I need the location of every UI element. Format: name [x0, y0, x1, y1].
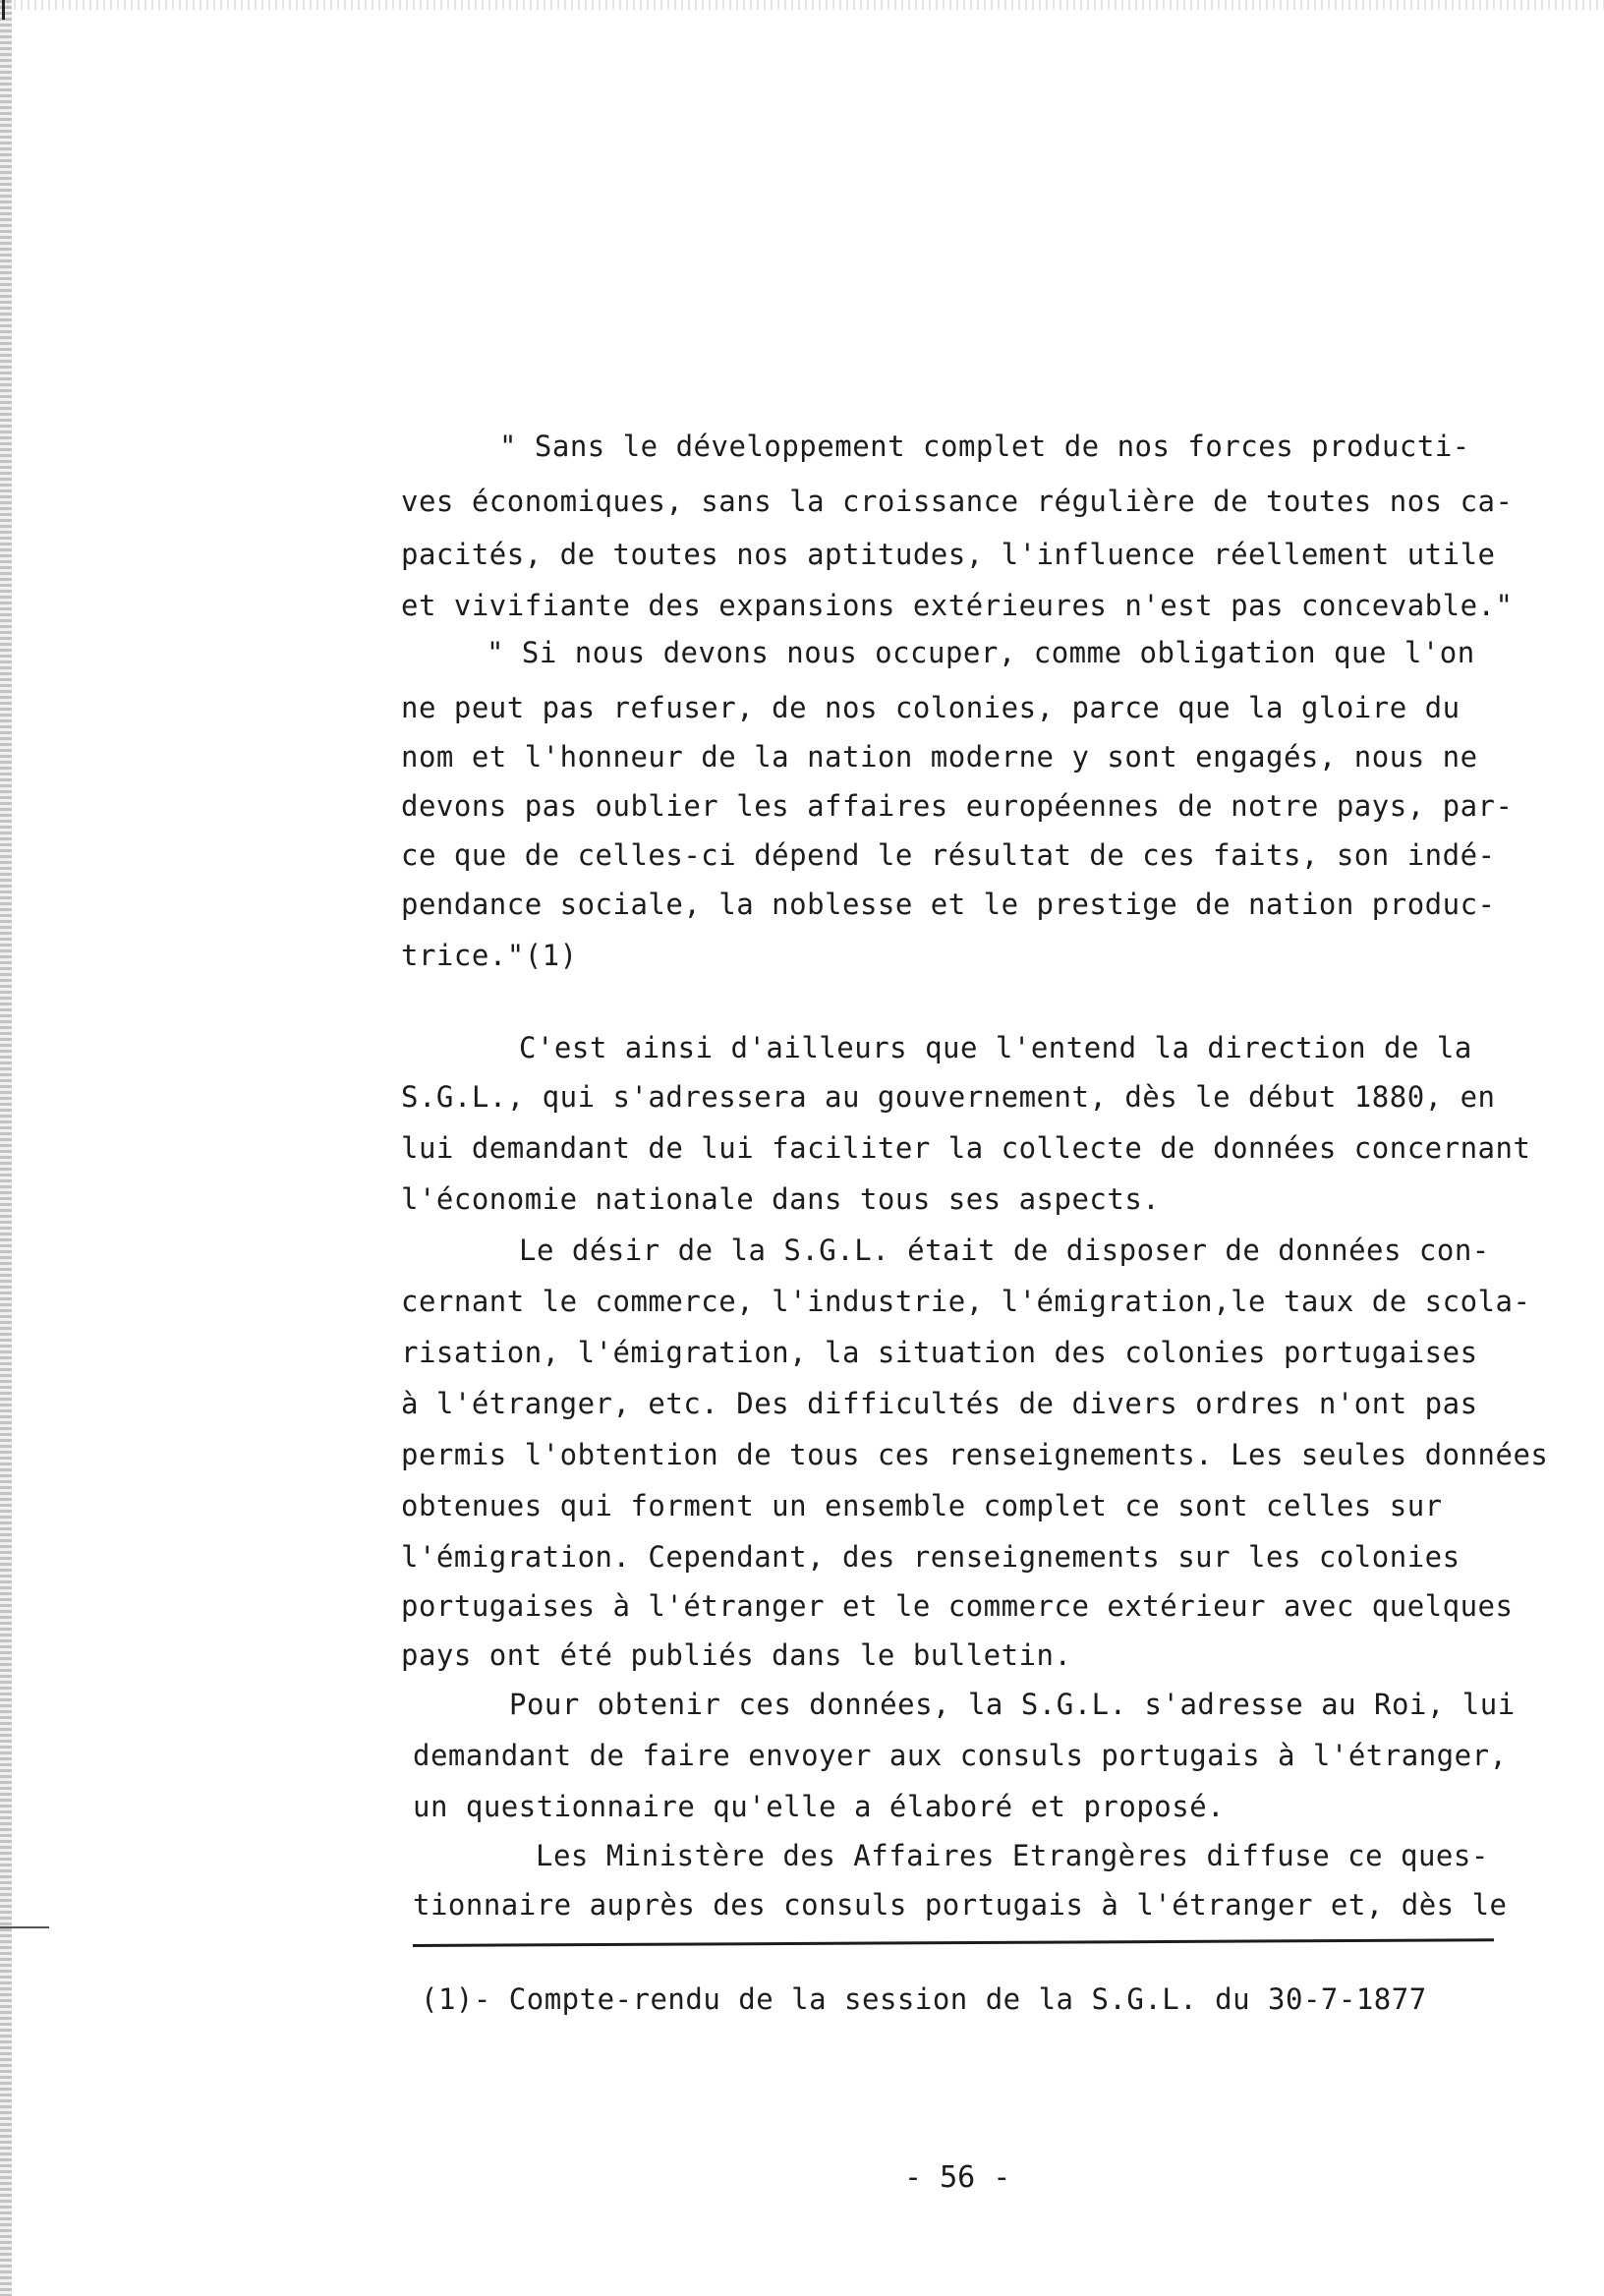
- body-line: ves économiques, sans la croissance régulière de toutes nos ca-: [401, 485, 1514, 518]
- body-line: tionnaire auprès des consuls portugais à l'étranger et, dès le: [413, 1888, 1508, 1922]
- scan-left-bar: [2, 0, 5, 20]
- scan-left-mark: [0, 1926, 49, 1928]
- scan-left-edge: [0, 0, 12, 2296]
- body-line: S.G.L., qui s'adressera au gouvernement, dès le début 1880, en: [401, 1080, 1496, 1114]
- body-line: C'est ainsi d'ailleurs que l'entend la direction de la: [519, 1031, 1472, 1064]
- body-line: devons pas oublier les affaires européennes de notre pays, par-: [401, 789, 1514, 823]
- body-line: un questionnaire qu'elle a élaboré et proposé.: [413, 1790, 1226, 1823]
- body-line: à l'étranger, etc. Des difficultés de divers ordres n'ont pas: [401, 1387, 1478, 1420]
- body-line: Les Ministère des Affaires Etrangères diffuse ce ques-: [536, 1839, 1489, 1872]
- body-line: Le désir de la S.G.L. était de disposer de données con-: [519, 1234, 1490, 1267]
- body-line: trice."(1): [401, 939, 578, 972]
- body-line: nom et l'honneur de la nation moderne y sont engagés, nous ne: [401, 740, 1478, 774]
- body-line: pacités, de toutes nos aptitudes, l'influence réellement utile: [401, 538, 1496, 571]
- body-line: " Si nous devons nous occuper, comme obligation que l'on: [487, 636, 1475, 669]
- body-line: lui demandant de lui faciliter la collecte de données concernant: [401, 1131, 1531, 1165]
- footnote-rule: [413, 1938, 1494, 1947]
- page-number: - 56 -: [904, 2160, 1011, 2195]
- body-line: Pour obtenir ces données, la S.G.L. s'adresse au Roi, lui: [509, 1688, 1516, 1721]
- body-line: l'économie nationale dans tous ses aspects.: [401, 1182, 1161, 1216]
- body-line: l'émigration. Cependant, des renseignements sur les colonies: [401, 1540, 1461, 1574]
- scan-top-edge: [0, 0, 1604, 10]
- body-line: permis l'obtention de tous ces renseignements. Les seules données: [401, 1438, 1549, 1471]
- body-line: " Sans le développement complet de nos forces producti-: [499, 430, 1470, 463]
- body-line: et vivifiante des expansions extérieures n'est pas concevable.": [401, 589, 1514, 622]
- body-line: pendance sociale, la noblesse et le prestige de nation produc-: [401, 888, 1496, 921]
- body-line: pays ont été publiés dans le bulletin.: [401, 1638, 1072, 1672]
- body-line: risation, l'émigration, la situation des colonies portugaises: [401, 1336, 1478, 1369]
- body-line: ne peut pas refuser, de nos colonies, parce que la gloire du: [401, 691, 1461, 724]
- body-line: cernant le commerce, l'industrie, l'émigration,le taux de scola-: [401, 1285, 1531, 1318]
- body-line: demandant de faire envoyer aux consuls portugais à l'étranger,: [413, 1739, 1508, 1772]
- body-line: ce que de celles-ci dépend le résultat de ces faits, son indé-: [401, 838, 1496, 872]
- body-line: obtenues qui forment un ensemble complet ce sont celles sur: [401, 1489, 1443, 1522]
- footnote: (1)- Compte-rendu de la session de la S.G.L. du 30-7-1877: [421, 1982, 1427, 2016]
- body-line: portugaises à l'étranger et le commerce extérieur avec quelques: [401, 1589, 1514, 1623]
